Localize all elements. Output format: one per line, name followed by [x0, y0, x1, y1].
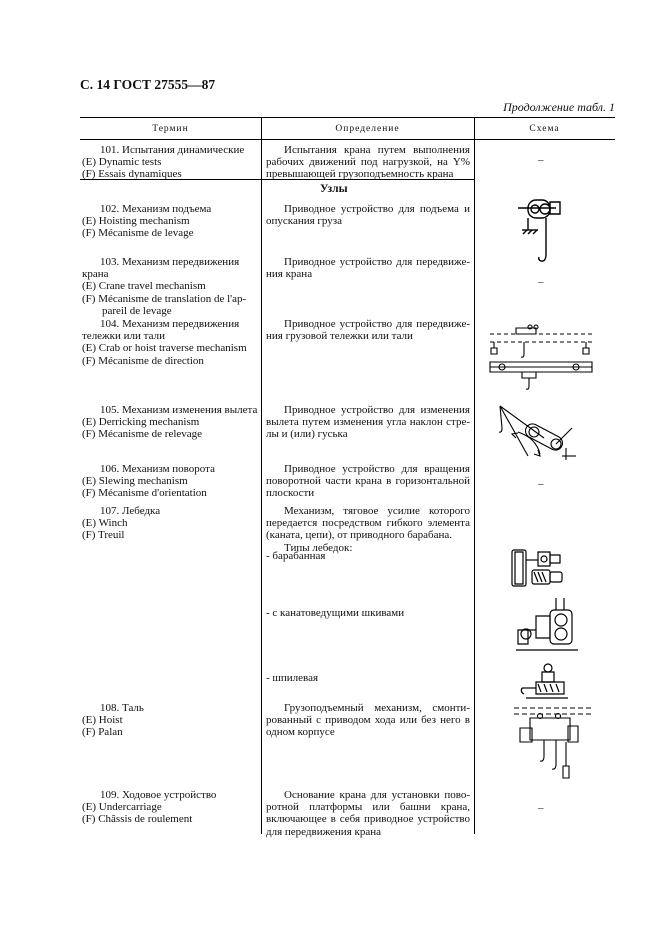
- column-header-scheme: Схема: [529, 124, 560, 134]
- page-header: С. 14 ГОСТ 27555—87: [80, 77, 216, 92]
- term-109: 109. Ходовое устройство (E) Undercarriage (F) Châssis de roulement: [82, 789, 217, 826]
- definition-101: Испытания крана путем выполнения рабочих движений под нагрузкой, на Y% превышающей грузоподъемность крана: [266, 144, 470, 181]
- table-header-rule: [80, 139, 615, 140]
- definition-107: Механизм, тяговое усилие которого передается посредством гибкого элемента (каната, цепи), от приводного барабана. Типы лебедок:: [266, 505, 470, 554]
- hoist-icon: [510, 704, 596, 782]
- term-106: 106. Механизм поворота (E) Slewing mechanism (F) Mécanisme d'orientation: [82, 463, 215, 500]
- term-108: 108. Таль (E) Hoist (F) Palan: [82, 702, 144, 739]
- definition-108: Грузоподъемный механизм, смонти-рованный с приводом хода или без него в одном корпусе: [266, 702, 470, 739]
- column-divider-2: [474, 117, 475, 834]
- term-104: 104. Механизм передвижения тележки или тали (E) Crab or hoist traverse mechanism (F) Mécanisme de direction: [82, 318, 247, 367]
- definition-109: Основание крана для установки пово-ротной платформы или башни крана, включающее в себя приводное устройство для передвижения крана: [266, 789, 470, 838]
- term-102: 102. Механизм подъема (E) Hoisting mechanism (F) Mécanisme de levage: [82, 203, 212, 240]
- scheme-103-dash: –: [538, 276, 544, 288]
- definition-106: Приводное устройство для вращения поворотной части крана в горизонтальной плоскости: [266, 463, 470, 500]
- definition-105: Приводное устройство для изменения вылета путем изменения угла наклон стре-лы и (или) гуська: [266, 404, 470, 441]
- definition-103: Приводное устройство для передвиже-ния крана: [266, 256, 470, 281]
- traction-sheave-winch-icon: [512, 596, 582, 656]
- winch-type-capstan: - шпилевая: [266, 672, 319, 684]
- derricking-mechanism-icon: [488, 398, 588, 470]
- scheme-109-dash: –: [538, 802, 544, 814]
- winch-type-traction-sheaves: - с канатоведущими шкивами: [266, 607, 405, 619]
- column-header-term: Термин: [152, 124, 189, 134]
- term-107: 107. Лебедка (E) Winch (F) Treuil: [82, 505, 161, 542]
- capstan-winch-icon: [518, 662, 572, 702]
- column-header-definition: Определение: [335, 124, 400, 134]
- term-103: 103. Механизм передвижения крана (E) Crane travel mechanism (F) Mécanisme de translation de l'ap- pareil de levage: [82, 256, 247, 317]
- table-top-rule: [80, 117, 615, 118]
- column-divider-1: [261, 117, 262, 834]
- section-title: Узлы: [320, 183, 348, 195]
- definition-104: Приводное устройство для передвиже-ния грузовой тележки или тали: [266, 318, 470, 343]
- scheme-101-dash: –: [538, 154, 544, 166]
- term-105: 105. Механизм изменения вылета (E) Derricking mechanism (F) Mécanisme de relevage: [82, 404, 258, 441]
- term-101: 101. Испытания динамические (E) Dynamic tests (F) Essais dynamiques: [82, 144, 245, 181]
- winch-type-drum: - барабанная: [266, 550, 326, 562]
- hoisting-mechanism-icon: [510, 196, 570, 268]
- scheme-106-dash: –: [538, 478, 544, 490]
- definition-102: Приводное устройство для подъема и опускания груза: [266, 203, 470, 228]
- table-continuation-label: Продолжение табл. 1: [503, 100, 615, 114]
- drum-winch-icon: [508, 546, 568, 594]
- crab-traverse-icon: [486, 320, 596, 390]
